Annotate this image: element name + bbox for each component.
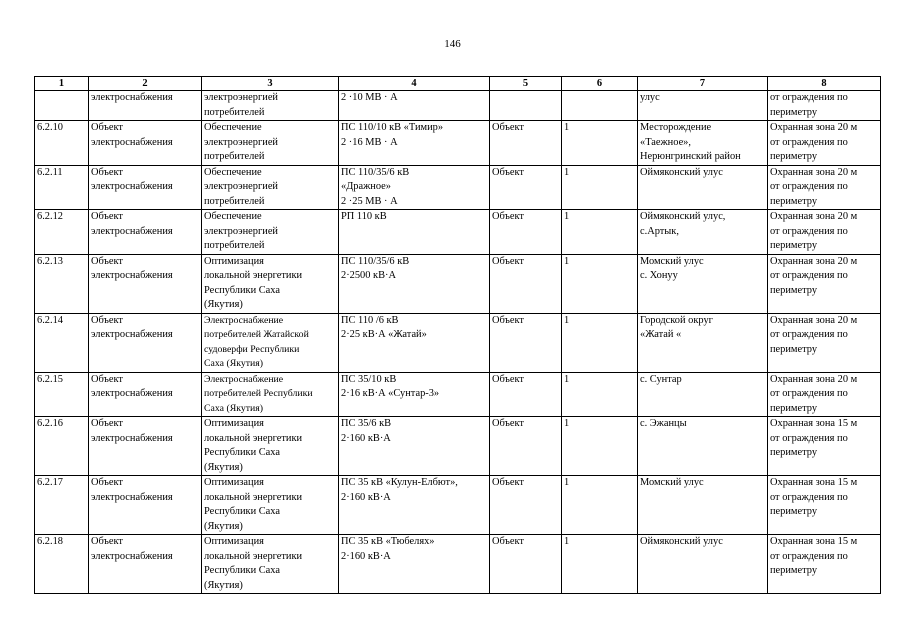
cell-location: с. Эжанцы [638, 417, 768, 476]
header-cell: 5 [490, 77, 562, 91]
cell-zone: Охранная зона 20 м от ограждения по периметру [768, 165, 881, 210]
cell-characteristics: ПС 35/6 кВ 2·160 кВ·А [339, 417, 490, 476]
cell-number: 6.2.11 [35, 165, 89, 210]
cell-count: 1 [562, 210, 638, 255]
header-cell: 6 [562, 77, 638, 91]
cell-purpose: Оптимизация локальной энергетики Республики Саха (Якутия) [202, 254, 339, 313]
table-row [35, 417, 881, 476]
cell-object-type: Объект электроснабжения [89, 165, 202, 210]
cell-zone: Охранная зона 20 м от ограждения по периметру [768, 121, 881, 166]
cell-number: 6.2.18 [35, 535, 89, 594]
cell-number: 6.2.12 [35, 210, 89, 255]
cell-status [490, 91, 562, 121]
cell-status: Объект [490, 476, 562, 535]
cell-characteristics: ПС 110 /6 кВ 2·25 кВ·А «Жатай» [339, 313, 490, 372]
cell-purpose: Обеспечение электроэнергией потребителей [202, 165, 339, 210]
cell-zone: Охранная зона 20 м от ограждения по периметру [768, 210, 881, 255]
cell-object-type: Объект электроснабжения [89, 121, 202, 166]
cell-zone: Охранная зона 15 м от ограждения по периметру [768, 417, 881, 476]
cell-location: Месторождение «Таежное», Нерюнгринский район [638, 121, 768, 166]
table-row [35, 210, 881, 255]
cell-count: 1 [562, 313, 638, 372]
cell-purpose: Электроснабжение потребителей Жатайской судоверфи Республики Саха (Якутия) [202, 313, 339, 372]
cell-location: Момский улус с. Хонуу [638, 254, 768, 313]
cell-status: Объект [490, 417, 562, 476]
cell-status: Объект [490, 254, 562, 313]
cell-location: Момский улус [638, 476, 768, 535]
cell-location: Оймяконский улус [638, 165, 768, 210]
cell-zone: Охранная зона 20 м от ограждения по периметру [768, 372, 881, 417]
cell-count: 1 [562, 254, 638, 313]
cell-characteristics: ПС 110/35/6 кВ «Дражное» 2 ·25 МВ · А [339, 165, 490, 210]
cell-purpose: Обеспечение электроэнергией потребителей [202, 210, 339, 255]
cell-location: с. Сунтар [638, 372, 768, 417]
header-cell: 3 [202, 77, 339, 91]
table-row [35, 165, 881, 210]
table-row [35, 476, 881, 535]
table-row [35, 121, 881, 166]
cell-characteristics: ПС 35 кВ «Тюбелях» 2·160 кВ·А [339, 535, 490, 594]
cell-characteristics: ПС 110/35/6 кВ 2·2500 кВ·А [339, 254, 490, 313]
cell-purpose: Оптимизация локальной энергетики Республики Саха (Якутия) [202, 535, 339, 594]
cell-characteristics: ПС 35/10 кВ 2·16 кВ·А «Сунтар-3» [339, 372, 490, 417]
cell-number: 6.2.17 [35, 476, 89, 535]
header-cell: 4 [339, 77, 490, 91]
cell-characteristics: ПС 110/10 кВ «Тимир» 2 ·16 МВ · А [339, 121, 490, 166]
cell-object-type: Объект электроснабжения [89, 476, 202, 535]
cell-purpose: Оптимизация локальной энергетики Республики Саха (Якутия) [202, 476, 339, 535]
cell-status: Объект [490, 210, 562, 255]
header-cell: 1 [35, 77, 89, 91]
table-row [35, 535, 881, 594]
cell-object-type: электроснабжения [89, 91, 202, 121]
cell-zone: Охранная зона 15 м от ограждения по периметру [768, 535, 881, 594]
cell-count: 1 [562, 417, 638, 476]
cell-object-type: Объект электроснабжения [89, 417, 202, 476]
page-number: 146 [444, 38, 461, 50]
cell-number [35, 91, 89, 121]
cell-status: Объект [490, 165, 562, 210]
cell-purpose: электроэнергией потребителей [202, 91, 339, 121]
cell-zone: Охранная зона 15 м от ограждения по периметру [768, 476, 881, 535]
data-table [34, 76, 881, 594]
table-row [35, 91, 881, 121]
cell-characteristics: 2 ·10 МВ · А [339, 91, 490, 121]
cell-status: Объект [490, 535, 562, 594]
cell-number: 6.2.14 [35, 313, 89, 372]
cell-number: 6.2.16 [35, 417, 89, 476]
cell-object-type: Объект электроснабжения [89, 535, 202, 594]
cell-purpose: Оптимизация локальной энергетики Республики Саха (Якутия) [202, 417, 339, 476]
header-cell: 8 [768, 77, 881, 91]
cell-location: Городской округ «Жатай « [638, 313, 768, 372]
cell-count: 1 [562, 121, 638, 166]
header-cell: 7 [638, 77, 768, 91]
cell-count: 1 [562, 535, 638, 594]
cell-purpose: Электроснабжение потребителей Республики Саха (Якутия) [202, 372, 339, 417]
cell-status: Объект [490, 372, 562, 417]
cell-object-type: Объект электроснабжения [89, 254, 202, 313]
cell-status: Объект [490, 313, 562, 372]
cell-characteristics: РП 110 кВ [339, 210, 490, 255]
cell-number: 6.2.10 [35, 121, 89, 166]
cell-location: Оймяконский улус, с.Артык, [638, 210, 768, 255]
cell-zone: Охранная зона 20 м от ограждения по периметру [768, 254, 881, 313]
header-row [35, 77, 881, 91]
cell-count: 1 [562, 165, 638, 210]
header-cell: 2 [89, 77, 202, 91]
cell-zone: от ограждения по периметру [768, 91, 881, 121]
cell-number: 6.2.13 [35, 254, 89, 313]
cell-status: Объект [490, 121, 562, 166]
cell-location: Оймяконский улус [638, 535, 768, 594]
cell-object-type: Объект электроснабжения [89, 313, 202, 372]
cell-object-type: Объект электроснабжения [89, 210, 202, 255]
cell-count: 1 [562, 476, 638, 535]
cell-purpose: Обеспечение электроэнергией потребителей [202, 121, 339, 166]
cell-count: 1 [562, 372, 638, 417]
cell-count [562, 91, 638, 121]
cell-zone: Охранная зона 20 м от ограждения по периметру [768, 313, 881, 372]
cell-number: 6.2.15 [35, 372, 89, 417]
table-body [35, 91, 881, 594]
cell-characteristics: ПС 35 кВ «Кулун-Елбют», 2·160 кВ·А [339, 476, 490, 535]
cell-location: улус [638, 91, 768, 121]
cell-object-type: Объект электроснабжения [89, 372, 202, 417]
table-row [35, 254, 881, 313]
table-row [35, 313, 881, 372]
table-row [35, 372, 881, 417]
